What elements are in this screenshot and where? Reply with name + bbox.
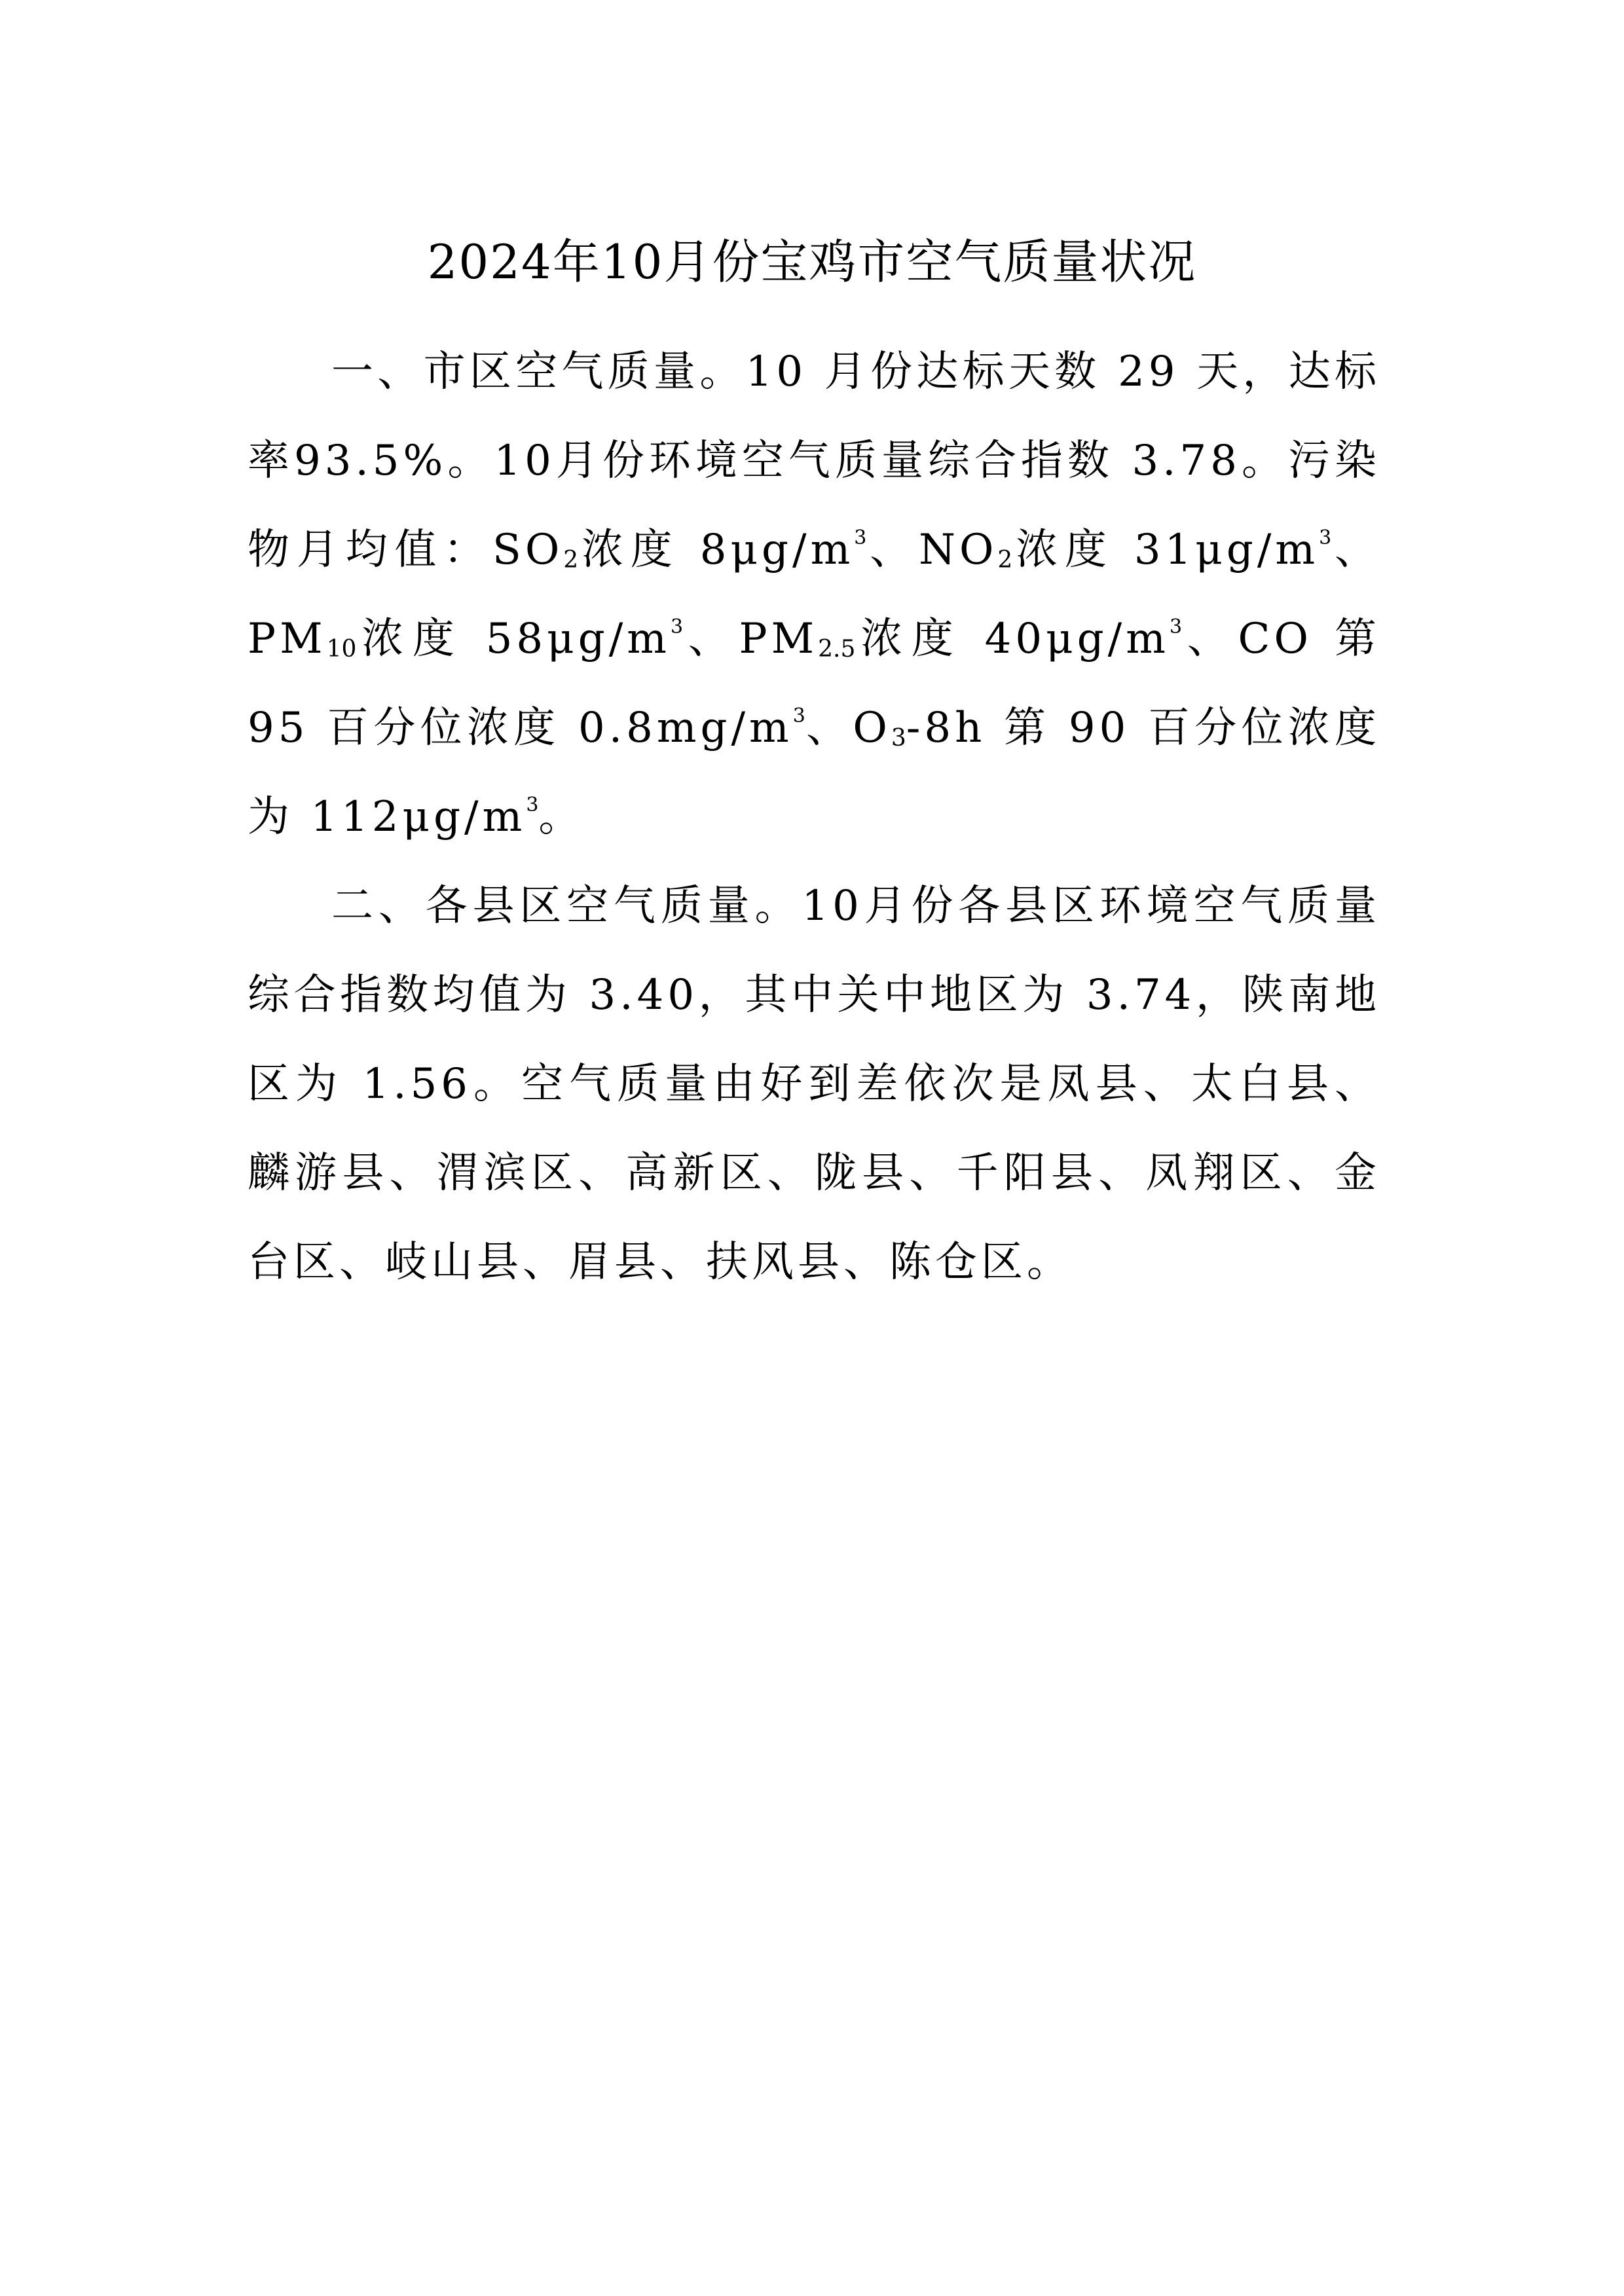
- no2-label: 、NO: [866, 526, 998, 574]
- o3-value: -8h 第 90 百分位浓度为 112μg/m: [248, 704, 1381, 841]
- so2-label: SO: [492, 526, 564, 574]
- section1-heading: 一、市区空气质量。: [331, 348, 746, 396]
- so2-subscript: 2: [563, 547, 579, 574]
- co-text: 、CO 第 95 百分位浓度 0.8mg/m: [248, 615, 1381, 752]
- unit-superscript: 3: [670, 615, 684, 638]
- so2-value: 浓度 8μg/m: [578, 526, 855, 574]
- section1-end: 。: [538, 793, 585, 841]
- unit-superscript: 3: [1169, 615, 1183, 638]
- unit-superscript: 3: [854, 526, 867, 549]
- pm10-subscript: 10: [326, 636, 357, 663]
- pm25-value: 浓度 40μg/m: [855, 615, 1170, 663]
- unit-superscript: 3: [526, 793, 539, 816]
- no2-subscript: 2: [997, 547, 1013, 574]
- o3-subscript: 3: [891, 725, 906, 752]
- o3-label: 、O: [805, 704, 891, 752]
- paragraph-city-air-quality: [248, 327, 1380, 862]
- pm10-value: 浓度 58μg/m: [356, 615, 671, 663]
- document-body: [248, 327, 1380, 1307]
- document-title: 2024年10月份宝鸡市空气质量状况: [427, 234, 1197, 289]
- section2-text: 二、各县区空气质量。10月份各县区环境空气质量综合指数均值为 3.40，其中关中地区为 3.74，陕南地区为 1.56。空气质量由好到差依次是凤县、太白县、麟游县、渭滨区、高新区、陇县、千阳县、凤翔区、金台区、岐山县、眉县、扶风县、陈仓区。: [248, 882, 1380, 1286]
- no2-value: 浓度 31μg/m: [1012, 526, 1320, 574]
- unit-superscript: 3: [1319, 526, 1332, 549]
- section1-intro: 10 月份达标天数 29 天，达标率93.5%。10月份环境空气质量综合指数 3.78。污染物月均值：: [248, 348, 1381, 574]
- pm25-label: 、PM: [683, 615, 819, 663]
- pm10-label: 、PM: [248, 526, 1380, 663]
- pm25-subscript: 2.5: [818, 636, 856, 663]
- paragraph-county-air-quality: [248, 862, 1380, 1307]
- unit-superscript: 3: [792, 704, 805, 727]
